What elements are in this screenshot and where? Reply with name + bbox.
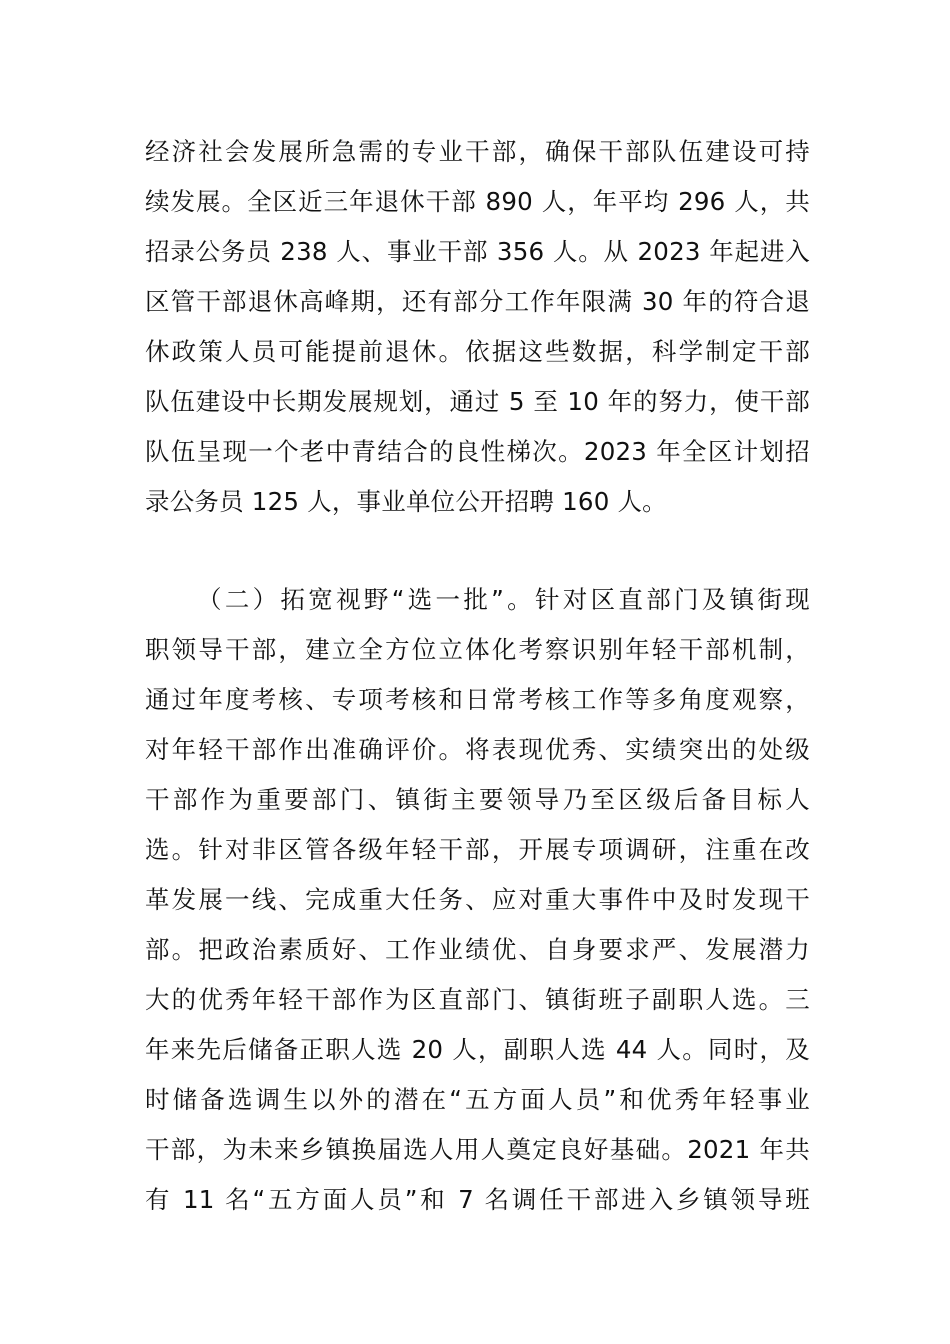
- text-line: 大的优秀年轻干部作为区直部门、镇街班子副职人选。三: [145, 985, 810, 1014]
- text-line: 干部，为未来乡镇换届选人用人奠定良好基础。2021 年共: [145, 1135, 810, 1164]
- text-line: 区管干部退休高峰期，还有部分工作年限满 30 年的符合退: [145, 287, 810, 316]
- text-line: 通过年度考核、专项考核和日常考核工作等多角度观察，: [145, 685, 810, 714]
- text-line: 部。把政治素质好、工作业绩优、自身要求严、发展潜力: [145, 935, 810, 964]
- text-line: 队伍呈现一个老中青结合的良性梯次。2023 年全区计划招: [145, 437, 810, 466]
- text-line: 录公务员 125 人，事业单位公开招聘 160 人。: [145, 487, 667, 516]
- section-heading-line: （二）拓宽视野“选一批”。针对区直部门及镇街现: [197, 585, 810, 614]
- text-line: 职领导干部，建立全方位立体化考察识别年轻干部机制，: [145, 635, 810, 664]
- text-line: 招录公务员 238 人、事业干部 356 人。从 2023 年起进入: [145, 237, 810, 266]
- paragraph-cadre-planning: [145, 127, 810, 527]
- text-line: 对年轻干部作出准确评价。将表现优秀、实绩突出的处级: [145, 735, 810, 764]
- text-line: 革发展一线、完成重大任务、应对重大事件中及时发现干: [145, 885, 810, 914]
- text-line: 休政策人员可能提前退休。依据这些数据，科学制定干部: [145, 337, 810, 366]
- text-line: 干部作为重要部门、镇街主要领导乃至区级后备目标人: [145, 785, 810, 814]
- text-line: 选。针对非区管各级年轻干部，开展专项调研，注重在改: [145, 835, 810, 864]
- text-line: 年来先后储备正职人选 20 人，副职人选 44 人。同时，及: [145, 1035, 810, 1064]
- text-line: 队伍建设中长期发展规划，通过 5 至 10 年的努力，使干部: [145, 387, 810, 416]
- text-line: 经济社会发展所急需的专业干部，确保干部队伍建设可持: [145, 137, 810, 166]
- text-line: 时储备选调生以外的潜在“五方面人员”和优秀年轻事业: [145, 1085, 810, 1114]
- paragraph-section-two: [145, 575, 810, 1225]
- text-line: 有 11 名“五方面人员”和 7 名调任干部进入乡镇领导班: [145, 1185, 810, 1214]
- text-line: 续发展。全区近三年退休干部 890 人，年平均 296 人，共: [145, 187, 810, 216]
